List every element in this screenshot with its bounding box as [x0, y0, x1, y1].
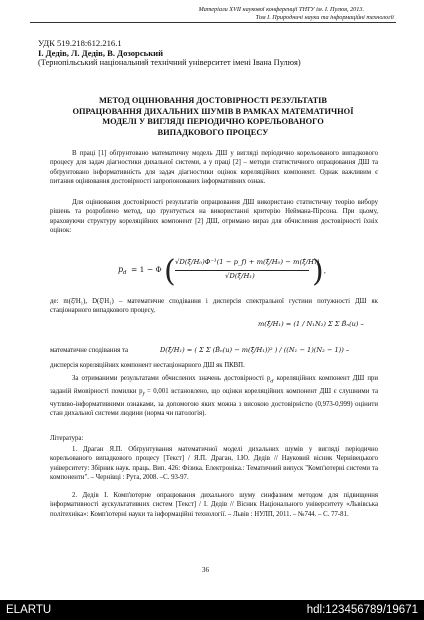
reference-2: 2. Дедів І. Комп'ютерне опрацювання дихального шуму синфазним методом для підвищення інформативності аускультативних систем [Текст] / І. Дедів // Вісник Національного університету «Львівська політехніка»: Комп'ютерні науки та інформаційні технології. – Львів : НУЛП, 2011. – №744. – С. 77-81.	[50, 492, 378, 518]
paragraph-mean-label: математичне сподівання та	[50, 347, 129, 354]
repository-name: ELARTU	[6, 604, 52, 616]
references-heading: Література:	[50, 435, 84, 442]
header-rule	[30, 22, 396, 23]
paragraph-intro: В праці [1] обґрунтовано математичну модель ДШ у вигляді періодично корельованого випадкового процесу для задач діагностики дихальної системи, а у праці [2] – методи статистичного опрацювання ДШ та обґрунтовано інформативність для задач діагностики оцінок кореляційних компонент. Однак важливим є питання оцінювання достовірності запропонованих інформативних ознак.	[50, 150, 378, 186]
article-title: МЕТОД ОЦІНЮВАННЯ ДОСТОВІРНОСТІ РЕЗУЛЬТАТІВ ОПРАЦЮВАННЯ ДИХАЛЬНИХ ШУМІВ В РАМКАХ МАТЕМАТИЧНОЇ МОДЕЛІ У ВИГЛЯДІ ПЕРІОДИЧНО КОРЕЛЬОВАНОГО ВИПАДКОВОГО ПРОЦЕСУ	[72, 96, 354, 137]
udc-code: УДК 519.218:612.216.1	[38, 38, 122, 48]
affiliation: (Тернопільський національний технічний університет імені Івана Пулюя)	[38, 58, 301, 67]
formula-numerator: √D(ξ̂/H₀)Φ⁻¹(1 − p_f) + m(ξ̂/H₀) − m(ξ̂/H₁)	[175, 258, 320, 266]
reliability-formula	[118, 255, 338, 289]
formula-rhs: = 1 − Φ	[131, 265, 162, 274]
paragraph-results	[50, 374, 378, 418]
running-header-line-2: Том I. Природничі науки та інформаційні технології	[255, 13, 394, 21]
results-subscript-f: f	[142, 391, 145, 398]
paragraph-definitions: де: m(ξ̂/H₁), D(ξ̂/H₁) – математичне сподівання і дисперсія спектральної густини потужності ДШ як стаціонарного випадкового процесу,	[50, 298, 378, 315]
paragraph-method: Для оцінювання достовірності результатів опрацювання ДШ використано статистичну теорію вибору рішень та розроблено метод, що ґрунтується на використанні критерію Неймана-Пірсона. При цьому, враховуючи структуру кореляційних компонент [2] ДШ, отримано вираз для обчислення достовірності їхніх оцінок:	[50, 199, 378, 235]
results-text-c: = 0,001 встановлено, що оцінки кореляційних компонент ДШ є слушними та чутливо-інформативними ознаками, за допомогою яких можна з високою достовірністю (0,973-0,999) оцінити стан дихальної системи людини (норма чи патологія).	[50, 387, 378, 417]
handle-identifier: hdl:123456789/19671	[306, 604, 418, 616]
paragraph-variance-label: дисперсія кореляційних компонент нестаціонарного ДШ як ПКВП.	[50, 362, 245, 369]
reference-1: 1. Драган Я.П. Обґрунтування математичної моделі дихальних шумів у вигляді періодично корельованого випадкового процесу [Текст] / Я.П. Драган, І.Ю. Дедів // Науковий вісник Чернівецького університету: Збірник наук. праць. Вип. 426: Фізика. Електроніка.: Тематичний випуск "Комп'ютерні системи та компоненти". – Чернівці : Рута, 2008. –С. 93-97.	[50, 446, 378, 482]
equation-variance: D(ξ̂/H₁) = ( Σ Σ (B̂ₙ(u) − m(ξ̂/H₁))² ) / ((N₁ − 1)(N₂ − 1)) –	[160, 346, 350, 354]
results-text-a: За отриманими результатами обчислених значень достовірності p	[72, 375, 271, 382]
page-number: 36	[202, 566, 209, 574]
equation-mean: m(ξ̂/H₁) = (1 / N₁N₂) Σ Σ B̂ₙ(u) –	[258, 320, 364, 328]
running-header-line-1: Матеріали XVII наукової конференції ТНТУ ім. І. Пулюя, 2013.	[198, 6, 364, 13]
results-text-b: кореляційних компонент ДШ при заданій ймовірності помилки p	[50, 375, 378, 395]
formula-fraction-bar	[175, 270, 309, 271]
formula-lhs: p	[118, 265, 124, 274]
formula-lhs-subscript: d	[123, 270, 127, 276]
formula-left-paren: (	[164, 254, 176, 289]
formula-denominator: √D(ξ̂/H₁)	[225, 272, 255, 280]
results-subscript-d: d	[270, 378, 274, 385]
authors: І. Дедів, Л. Дедів, В. Дозорський	[38, 48, 164, 58]
repository-footer	[0, 600, 424, 620]
formula-right-paren: )	[312, 254, 324, 289]
formula-comma: ,	[324, 267, 326, 275]
